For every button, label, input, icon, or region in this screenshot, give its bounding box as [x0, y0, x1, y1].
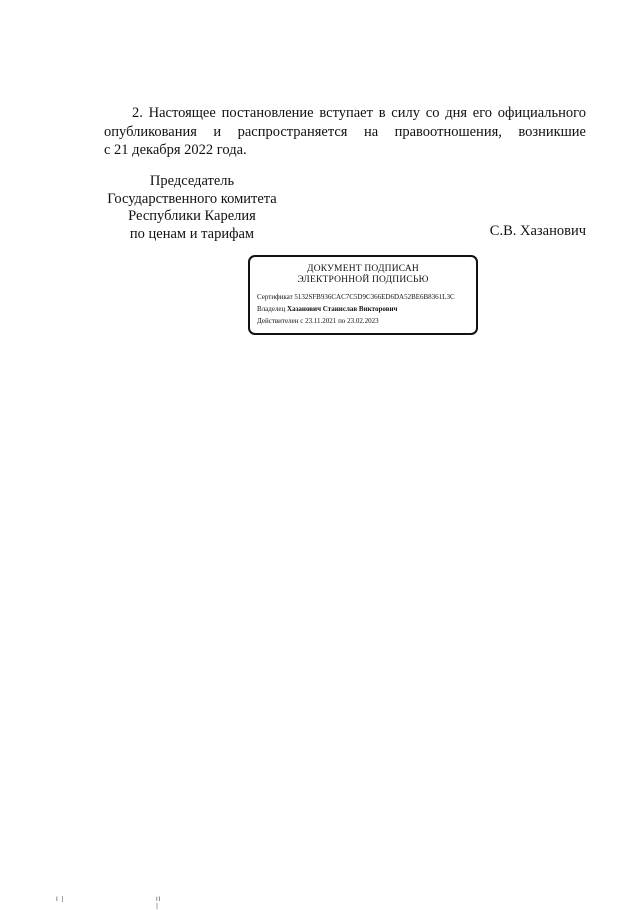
paragraph-line-1: 2. Настоящее постановление вступает в силу со дня его официального	[132, 105, 586, 121]
signer-position-line-3: Республики Карелия	[128, 208, 256, 224]
footer-mark-1: I |	[56, 896, 65, 903]
certificate-label: Сертификат	[257, 293, 293, 301]
signer-position-line-4: по ценам и тарифам	[129, 225, 255, 242]
stamp-owner	[257, 303, 468, 315]
electronic-signature-stamp	[248, 255, 478, 335]
stamp-title-line-2: ЭЛЕКТРОННОЙ ПОДПИСЬЮ	[297, 275, 429, 285]
valid-to-label: по	[338, 317, 346, 325]
paragraph-line-2: опубликования и распространяется на правоотношения, возникшие	[104, 123, 586, 140]
certificate-value: 5132SFB936CAC7C5D9C366ED6DA52BE6B8361L3C	[294, 293, 455, 301]
owner-value: Хазанович Станислав Викторович	[287, 305, 398, 313]
signer-position-line-2: Государственного комитета	[107, 190, 277, 207]
valid-from: 23.11.2021	[305, 317, 337, 325]
paragraph-line-3: с 21 декабря 2022 года.	[104, 142, 247, 158]
footer-mark-2: II |	[156, 896, 162, 910]
stamp-title-line-1: ДОКУМЕНТ ПОДПИСАН	[307, 264, 419, 274]
valid-label: Действителен с	[257, 317, 304, 325]
body-paragraph	[104, 104, 586, 160]
owner-label: Владелец	[257, 305, 286, 313]
signer-name: С.В. Хазанович	[489, 223, 586, 239]
stamp-certificate	[257, 291, 468, 303]
valid-to: 23.02.2023	[347, 317, 379, 325]
stamp-validity	[257, 315, 468, 327]
signer-position	[100, 173, 284, 243]
footer-marks	[56, 896, 162, 910]
signer-position-line-1: Председатель	[149, 173, 235, 189]
